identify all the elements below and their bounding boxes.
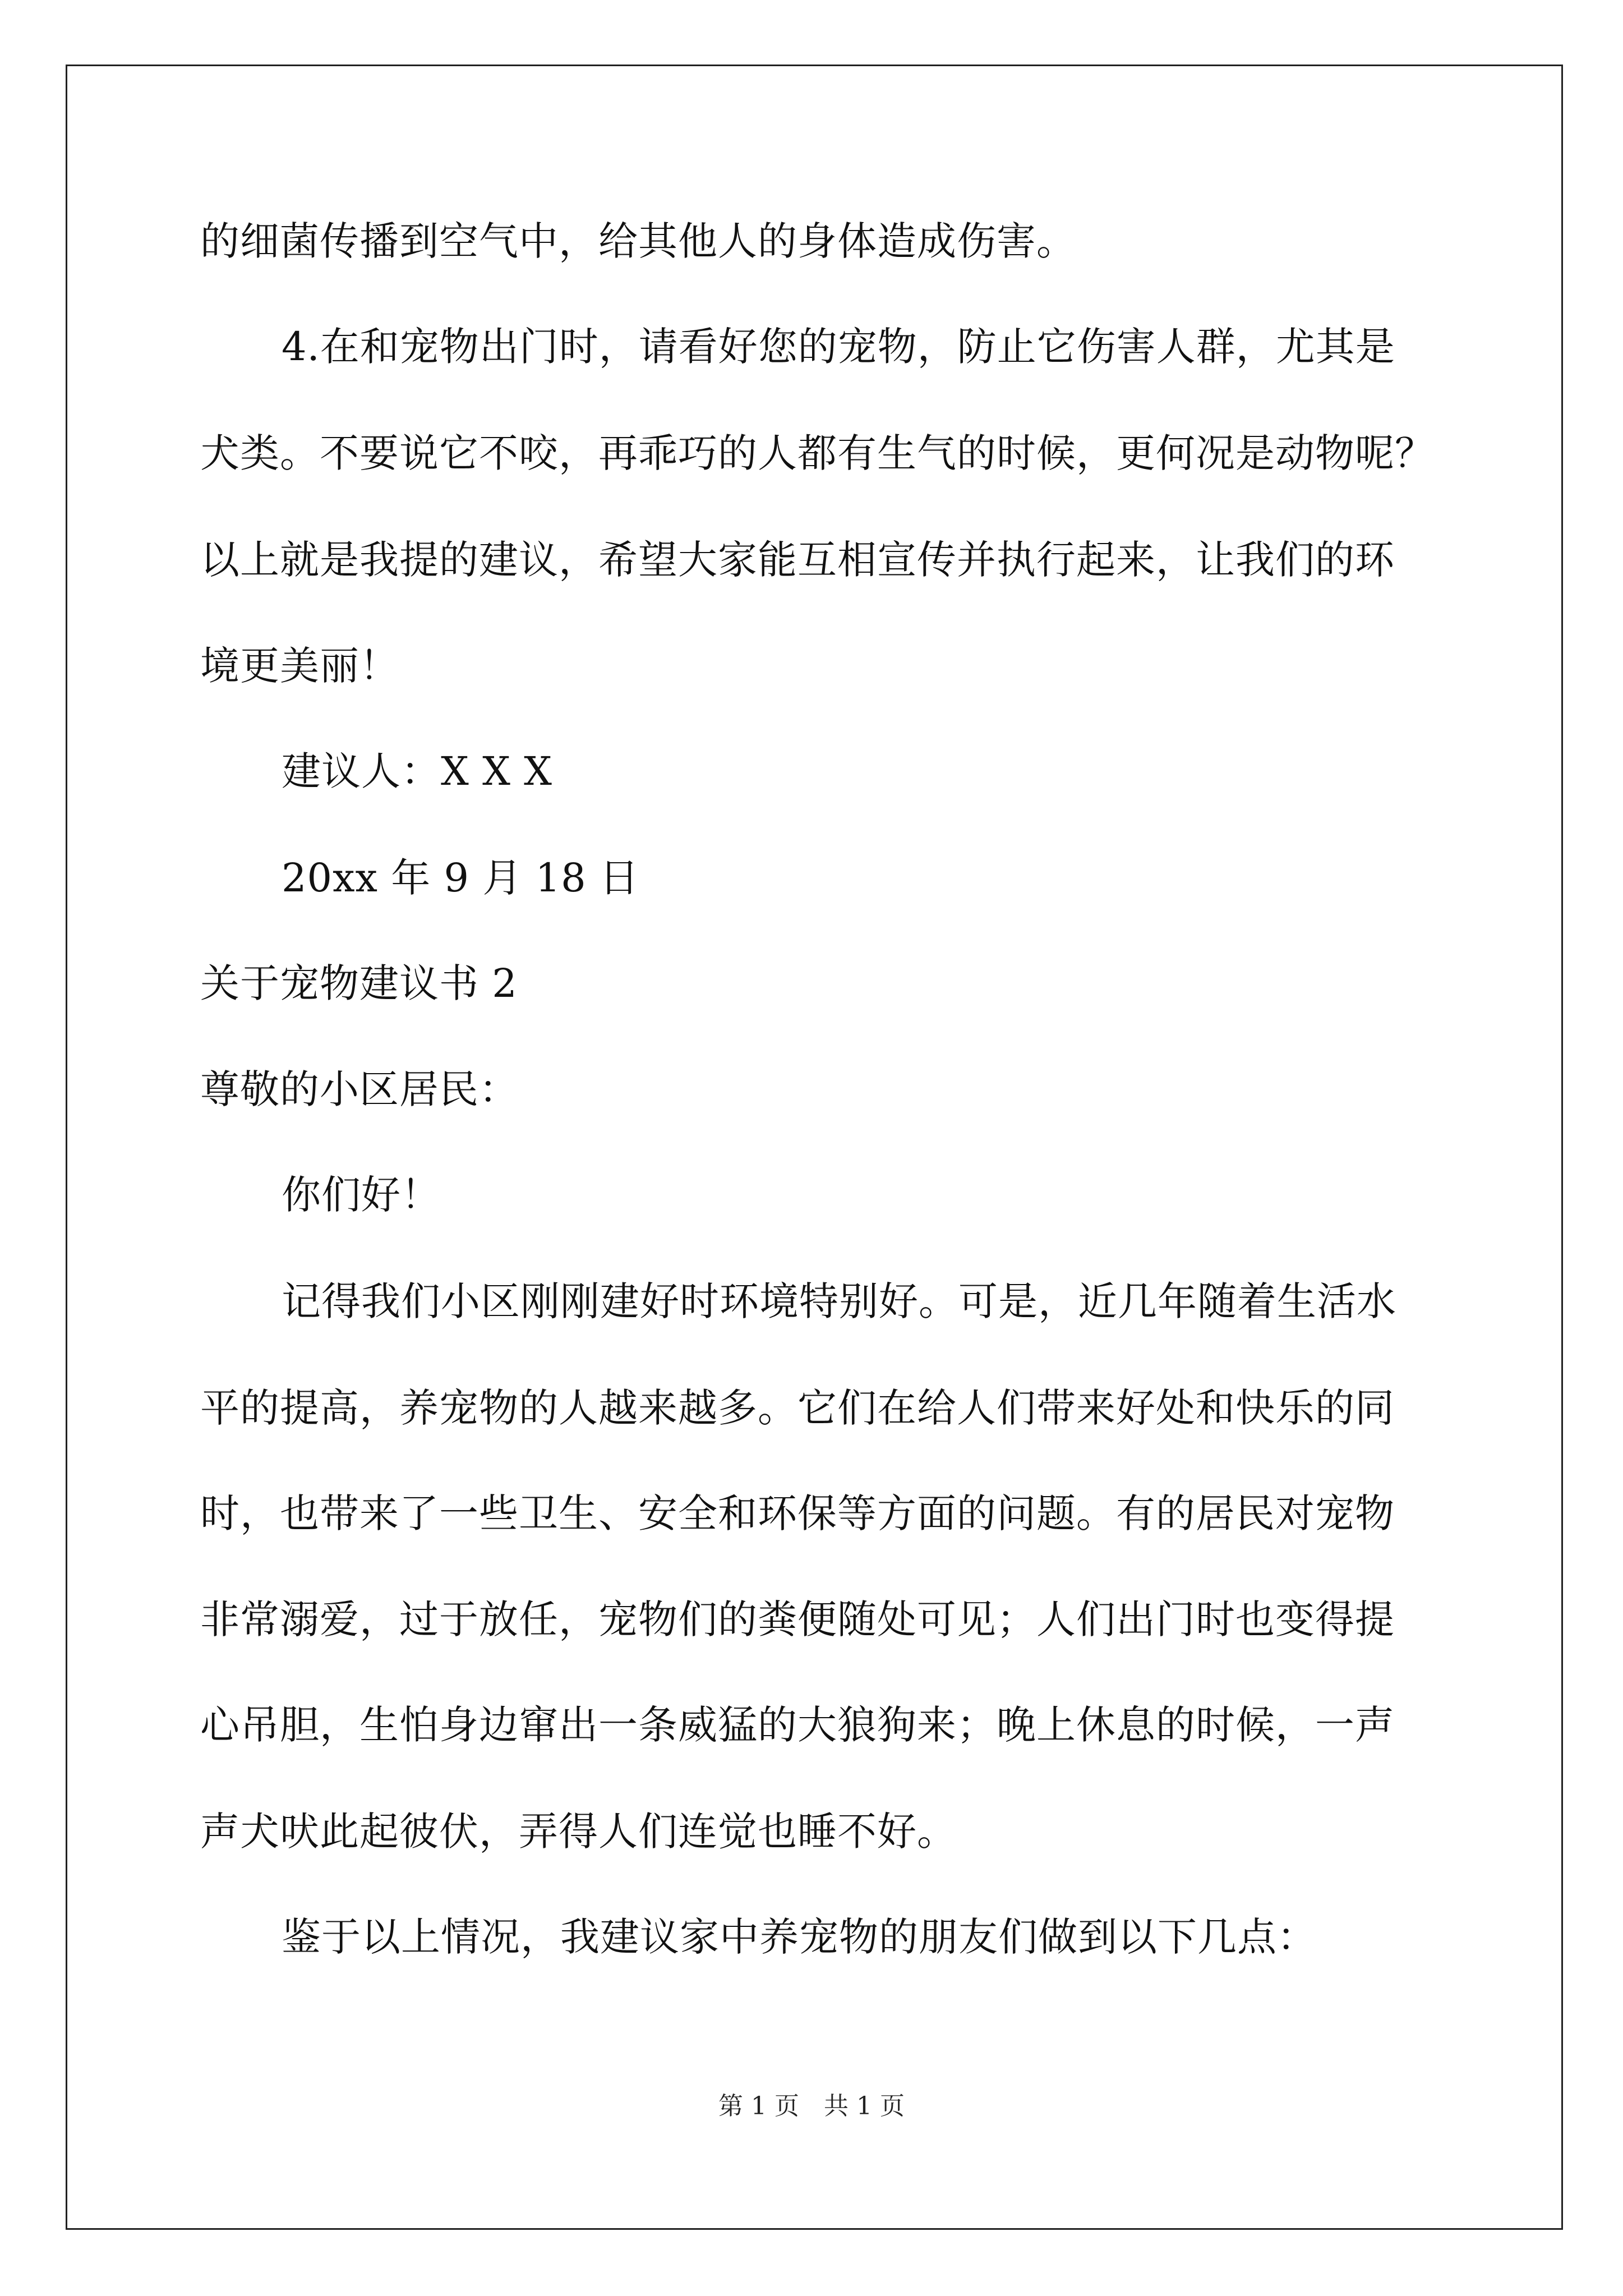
text-line: 时，也带来了一些卫生、安全和环保等方面的问题。有的居民对宠物 [200, 1490, 1395, 1536]
text-line: 记得我们小区刚刚建好时环境特别好。可是，近几年随着生活水 [282, 1278, 1396, 1324]
text-line: 4.在和宠物出门时，请看好您的宠物，防止它伤害人群，尤其是 [282, 324, 1395, 370]
greeting: 你们好！ [282, 1172, 441, 1218]
text-line: 心吊胆，生怕身边窜出一条威猛的大狼狗来；晚上休息的时候，一声 [200, 1702, 1395, 1748]
page-footer: 第 1 页 共 1 页 [718, 2092, 905, 2120]
text-line: 境更美丽！ [200, 643, 399, 689]
date-line: 20xx 年 9 月 18 日 [282, 855, 639, 901]
text-line: 以上就是我提的建议，希望大家能互相宣传并执行起来，让我们的环 [200, 537, 1395, 583]
text-line: 平的提高，养宠物的人越来越多。它们在给人们带来好处和快乐的同 [200, 1385, 1395, 1431]
text-line: 声犬吠此起彼伏，弄得人们连觉也睡不好。 [200, 1809, 957, 1855]
text-line: 非常溺爱，过于放任，宠物们的粪便随处可见；人们出门时也变得提 [200, 1596, 1395, 1642]
page-border [66, 65, 1563, 2230]
text-line: 犬类。不要说它不咬，再乖巧的人都有生气的时候，更何况是动物呢？ [200, 430, 1435, 476]
section-title: 关于宠物建议书 2 [200, 960, 518, 1006]
text-line: 的细菌传播到空气中，给其他人的身体造成伤害。 [200, 218, 1076, 264]
text-line: 鉴于以上情况，我建议家中养宠物的朋友们做到以下几点： [282, 1914, 1317, 1960]
signature-line: 建议人：X X X [282, 748, 553, 794]
salutation: 尊敬的小区居民： [200, 1066, 519, 1112]
